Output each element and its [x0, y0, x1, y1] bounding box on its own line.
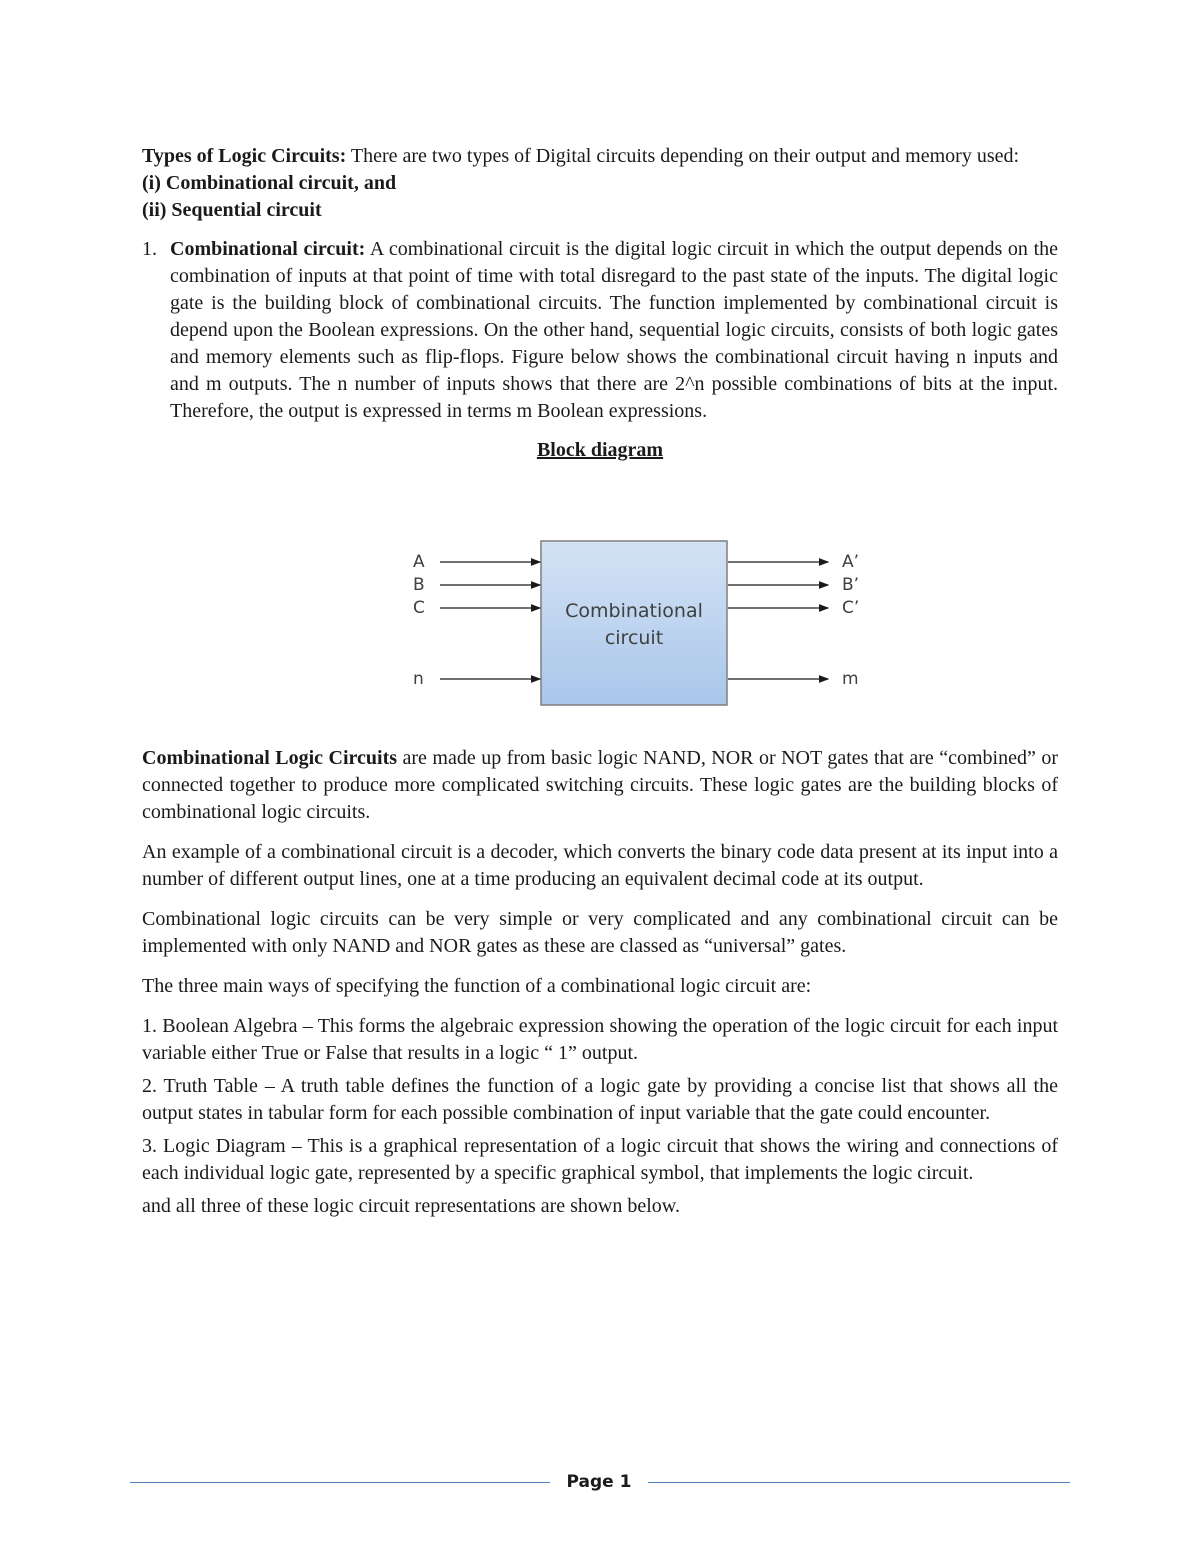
method-logic-diagram: 3. Logic Diagram – This is a graphical representation of a logic circuit that shows the wiring and connections of each individual logic gate, represented by a specific graphical symbol, that implements the logic circuit.	[142, 1135, 1058, 1184]
intro-heading: Types of Logic Circuits:	[142, 145, 347, 167]
body-text-block	[142, 745, 1058, 1233]
box-label-line-1: Combinational	[565, 600, 703, 622]
output-label-m: m	[842, 669, 859, 689]
intro-paragraph	[142, 143, 1058, 170]
output-label-b: B’	[842, 575, 860, 595]
block-diagram-svg	[400, 535, 870, 715]
page-number: Page 1	[566, 1472, 632, 1492]
section-1-heading: Combinational circuit:	[170, 238, 366, 260]
box-label-line-2: circuit	[604, 627, 664, 649]
section-1-number: 1.	[142, 238, 157, 260]
output-label-a: A’	[842, 552, 860, 572]
intro-text: There are two types of Digital circuits depending on their output and memory used:	[346, 145, 1020, 167]
section-1-text: A combinational circuit is the digital logic circuit in which the output depends on the combination of inputs at that point of time with total disregard to the past state of the inputs. The digital logic gate is the building block of combinational circuits. The function implemented by combinational circuit is depend upon the Boolean expressions. On the other hand, sequential logic circuits, consists of both logic gates and memory elements such as flip-flops. Figure below shows the combinational circuit having n inputs and and m outputs. The n number of inputs shows that there are 2^n possible combinations of bits at the input. Therefore, the output is expressed in terms m Boolean expressions.	[170, 238, 1058, 422]
diagram-caption: Block diagram	[536, 439, 664, 461]
intro-item-2: (ii) Sequential circuit	[142, 199, 322, 221]
body-paragraph-1-bold: Combinational Logic Circuits	[142, 747, 398, 769]
combinational-circuit-box	[541, 541, 727, 705]
body-paragraph-2: An example of a combinational circuit is a decoder, which converts the binary code data present at its input into a number of different output lines, one at a time producing an equivalent decimal code at its output.	[142, 841, 1058, 890]
block-diagram	[400, 535, 870, 715]
body-paragraph-4: The three main ways of specifying the function of a combinational logic circuit are:	[142, 975, 812, 997]
method-truth-table: 2. Truth Table – A truth table defines the function of a logic gate by providing a concise list that shows all the output states in tabular form for each possible combination of input variable that the gate could encounter.	[142, 1075, 1058, 1124]
input-label-c: C	[413, 598, 425, 618]
output-label-c: C’	[842, 598, 860, 618]
body-paragraph-1-text: are made up from basic logic NAND, NOR or NOT gates that are “combined” or connected together to produce more complicated switching circuits. These logic gates are the building blocks of combinational logic circuits.	[142, 747, 1059, 823]
footer-rule-left	[130, 1482, 550, 1483]
input-label-n: n	[413, 669, 424, 689]
body-paragraph-1	[142, 745, 1058, 826]
input-label-a: A	[413, 552, 425, 572]
body-paragraph-3: Combinational logic circuits can be very simple or very complicated and any combinational circuit can be implemented with only NAND and NOR gates as these are classed as “universal” gates.	[142, 908, 1058, 957]
page-footer	[130, 1472, 1070, 1498]
closing-paragraph: and all three of these logic circuit representations are shown below.	[142, 1195, 680, 1217]
section-1	[142, 236, 1058, 425]
input-label-b: B	[413, 575, 425, 595]
method-boolean-algebra: 1. Boolean Algebra – This forms the algebraic expression showing the operation of the logic circuit for each input variable either True or False that results in a logic “ 1” output.	[142, 1015, 1058, 1064]
intro-item-1: (i) Combinational circuit, and	[142, 172, 397, 194]
top-text-block	[142, 143, 1058, 464]
footer-rule-right	[648, 1482, 1070, 1483]
